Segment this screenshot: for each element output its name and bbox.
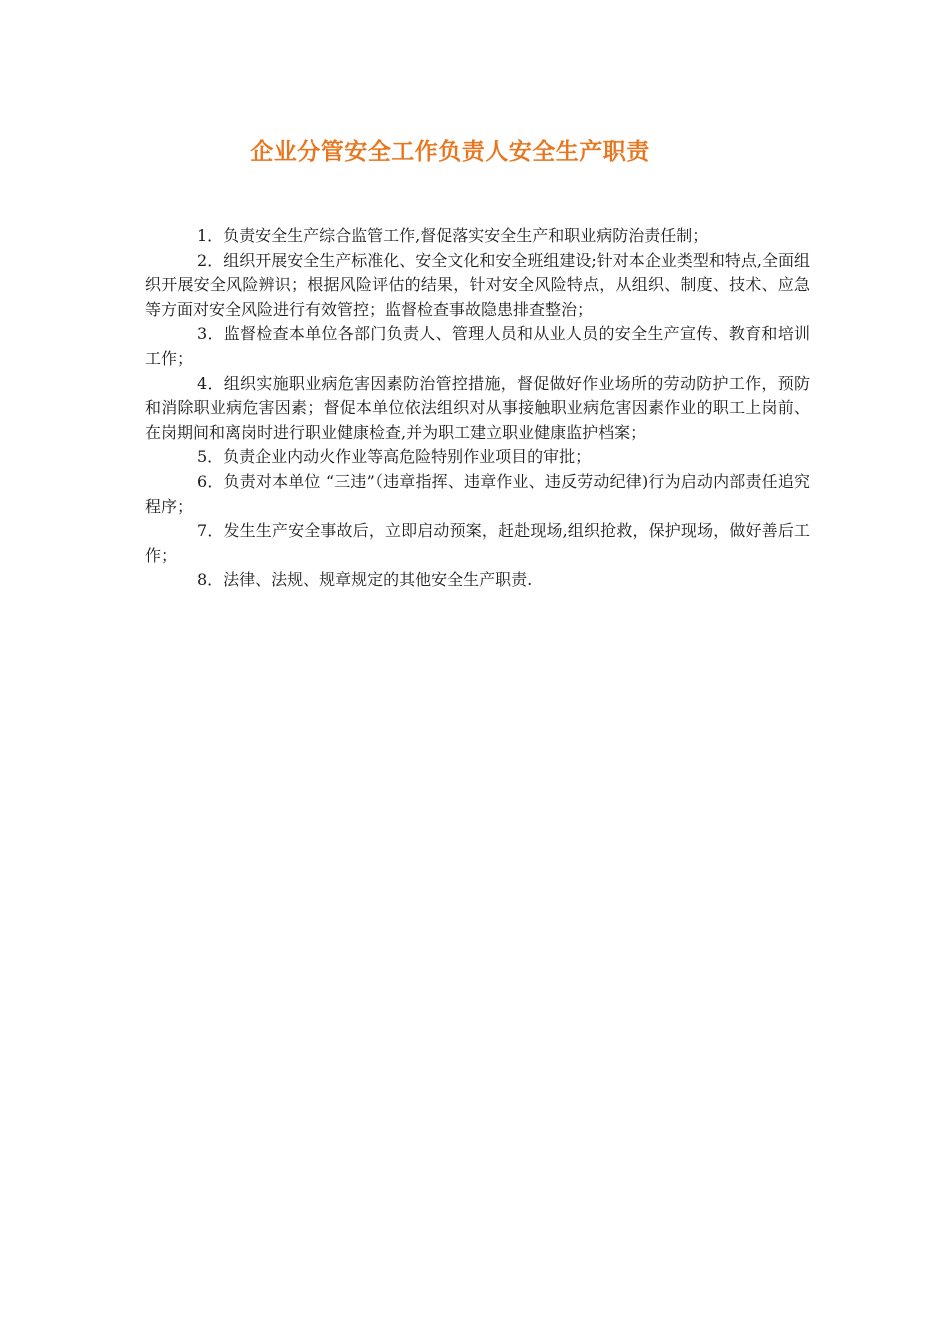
- duty-item-7: 7．发生生产安全事故后，立即启动预案，赶赴现场,组织抢救，保护现场，做好善后工作；: [145, 521, 810, 565]
- duty-item-6: 6．负责对本单位 “三违”（违章指挥、违章作业、违反劳动纪律)行为启动内部责任追究程序；: [145, 471, 810, 516]
- duty-item-2: 2．组织开展安全生产标准化、安全文化和安全班组建设;针对本企业类型和特点,全面组织开展安全风险辨识；根据风险评估的结果，针对安全风险特点，从组织、制度、技术、应急等方面对安全风险进行有效管控；监督检查事故隐患排查整治；: [145, 250, 810, 319]
- duty-item-1: 1．负责安全生产综合监管工作,督促落实安全生产和职业病防治责任制；: [197, 226, 709, 245]
- document-title: 企业分管安全工作负责人安全生产职责: [250, 139, 650, 165]
- duty-item-8: 8．法律、法规、规章规定的其他安全生产职责.: [197, 570, 533, 590]
- duty-item-3: 3．监督检查本单位各部门负责人、管理人员和从业人员的安全生产宣传、教育和培训工作；: [145, 324, 810, 368]
- duty-item-4: 4．组织实施职业病危害因素防治管控措施，督促做好作业场所的劳动防护工作，预防和消除职业病危害因素；督促本单位依法组织对从事接触职业病危害因素作业的职工上岗前、在岗期间和离岗时进行职业健康检查,并为职工建立职业健康监护档案；: [145, 373, 810, 442]
- duty-list: [145, 224, 810, 593]
- duty-item-5: 5．负责企业内动火作业等高危险特别作业项目的审批；: [197, 447, 592, 467]
